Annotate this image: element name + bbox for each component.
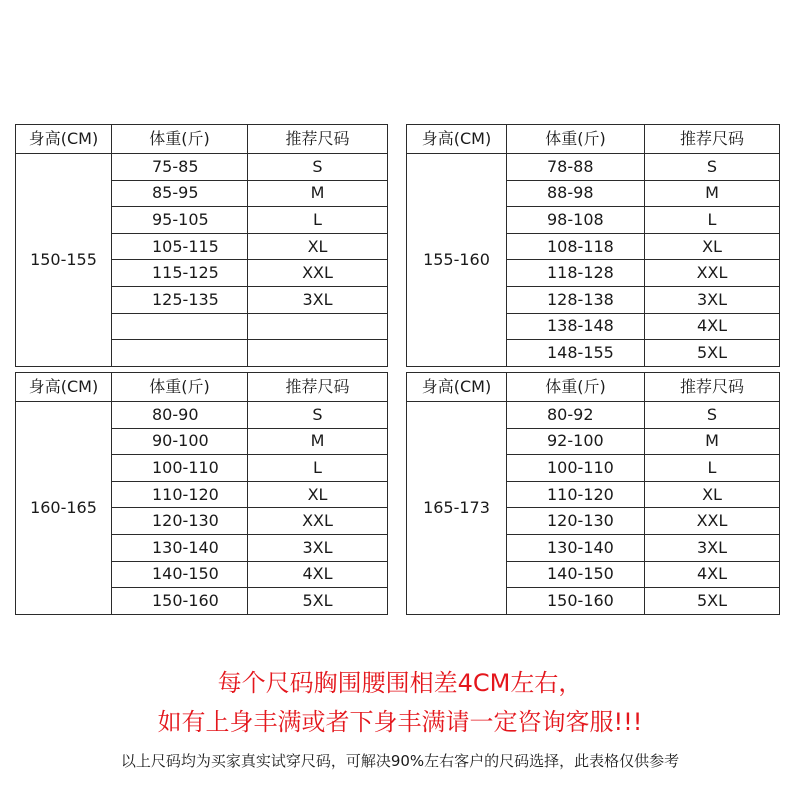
weight-cell: 92-100 [507, 428, 645, 455]
weight-cell: 110-120 [507, 481, 645, 508]
weight-cell: 85-95 [112, 180, 248, 207]
table-header-row [16, 373, 388, 402]
weight-cell [112, 340, 248, 367]
table-row [16, 402, 388, 429]
size-cell: M [645, 180, 780, 207]
weight-cell: 95-105 [112, 207, 248, 234]
weight-cell: 105-115 [112, 233, 248, 260]
size-cell: 3XL [645, 286, 780, 313]
table-row [407, 154, 780, 181]
header-weight: 体重(斤) [507, 373, 645, 402]
weight-cell: 138-148 [507, 313, 645, 340]
fit-note-line-2: 如有上身丰满或者下身丰满请一定咨询客服!!! [157, 708, 643, 736]
weight-cell: 120-130 [112, 508, 248, 535]
size-table-155-160 [406, 124, 780, 367]
size-cell: 5XL [645, 340, 780, 367]
weight-cell: 148-155 [507, 340, 645, 367]
weight-cell: 115-125 [112, 260, 248, 287]
size-table-165-173 [406, 372, 780, 615]
weight-cell: 150-160 [507, 588, 645, 615]
weight-cell: 108-118 [507, 233, 645, 260]
height-range-cell: 160-165 [16, 402, 112, 615]
weight-cell: 130-140 [112, 534, 248, 561]
weight-cell: 120-130 [507, 508, 645, 535]
header-weight: 体重(斤) [112, 125, 248, 154]
table-row [407, 402, 780, 429]
header-size: 推荐尺码 [248, 373, 388, 402]
weight-cell: 80-90 [112, 402, 248, 429]
weight-cell: 128-138 [507, 286, 645, 313]
weight-cell: 80-92 [507, 402, 645, 429]
header-weight: 体重(斤) [112, 373, 248, 402]
size-cell: L [248, 455, 388, 482]
size-cell: L [645, 455, 780, 482]
size-cell: XXL [248, 508, 388, 535]
size-cell: 3XL [248, 286, 388, 313]
table-header-row [407, 373, 780, 402]
size-cell [248, 313, 388, 340]
weight-cell: 88-98 [507, 180, 645, 207]
size-cell: XXL [248, 260, 388, 287]
size-cell: M [248, 428, 388, 455]
header-size: 推荐尺码 [645, 373, 780, 402]
size-cell: S [645, 402, 780, 429]
size-cell: 4XL [248, 561, 388, 588]
table-row [16, 154, 388, 181]
size-cell: XXL [645, 508, 780, 535]
header-height: 身高(CM) [407, 125, 507, 154]
size-cell: XL [248, 233, 388, 260]
weight-cell: 90-100 [112, 428, 248, 455]
size-cell: XL [645, 481, 780, 508]
size-cell: XXL [645, 260, 780, 287]
height-range-cell: 155-160 [407, 154, 507, 367]
height-range-cell: 165-173 [407, 402, 507, 615]
weight-cell: 75-85 [112, 154, 248, 181]
header-height: 身高(CM) [407, 373, 507, 402]
size-cell: XL [645, 233, 780, 260]
weight-cell: 140-150 [507, 561, 645, 588]
size-cell: L [248, 207, 388, 234]
size-cell: 4XL [645, 561, 780, 588]
fit-note-line-1: 每个尺码胸围腰围相差4CM左右， [217, 669, 583, 697]
header-size: 推荐尺码 [645, 125, 780, 154]
size-table-150-155 [15, 124, 388, 367]
size-table-160-165 [15, 372, 388, 615]
weight-cell: 98-108 [507, 207, 645, 234]
weight-cell: 118-128 [507, 260, 645, 287]
header-weight: 体重(斤) [507, 125, 645, 154]
weight-cell: 78-88 [507, 154, 645, 181]
size-cell: L [645, 207, 780, 234]
size-cell: M [645, 428, 780, 455]
weight-cell [112, 313, 248, 340]
height-range-cell: 150-155 [16, 154, 112, 367]
weight-cell: 150-160 [112, 588, 248, 615]
header-height: 身高(CM) [16, 373, 112, 402]
size-cell: 3XL [645, 534, 780, 561]
size-cell: S [248, 154, 388, 181]
weight-cell: 100-110 [507, 455, 645, 482]
size-cell: 5XL [248, 588, 388, 615]
size-cell: 3XL [248, 534, 388, 561]
size-cell: 4XL [645, 313, 780, 340]
size-cell: 5XL [645, 588, 780, 615]
size-cell: XL [248, 481, 388, 508]
weight-cell: 110-120 [112, 481, 248, 508]
size-cell: S [248, 402, 388, 429]
footer-disclaimer: 以上尺码均为买家真实试穿尺码，可解决90%左右客户的尺码选择，此表格仅供参考 [120, 752, 680, 770]
table-header-row [407, 125, 780, 154]
weight-cell: 140-150 [112, 561, 248, 588]
size-cell: S [645, 154, 780, 181]
weight-cell: 125-135 [112, 286, 248, 313]
weight-cell: 100-110 [112, 455, 248, 482]
header-height: 身高(CM) [16, 125, 112, 154]
weight-cell: 130-140 [507, 534, 645, 561]
header-size: 推荐尺码 [248, 125, 388, 154]
table-header-row [16, 125, 388, 154]
size-cell: M [248, 180, 388, 207]
size-cell [248, 340, 388, 367]
